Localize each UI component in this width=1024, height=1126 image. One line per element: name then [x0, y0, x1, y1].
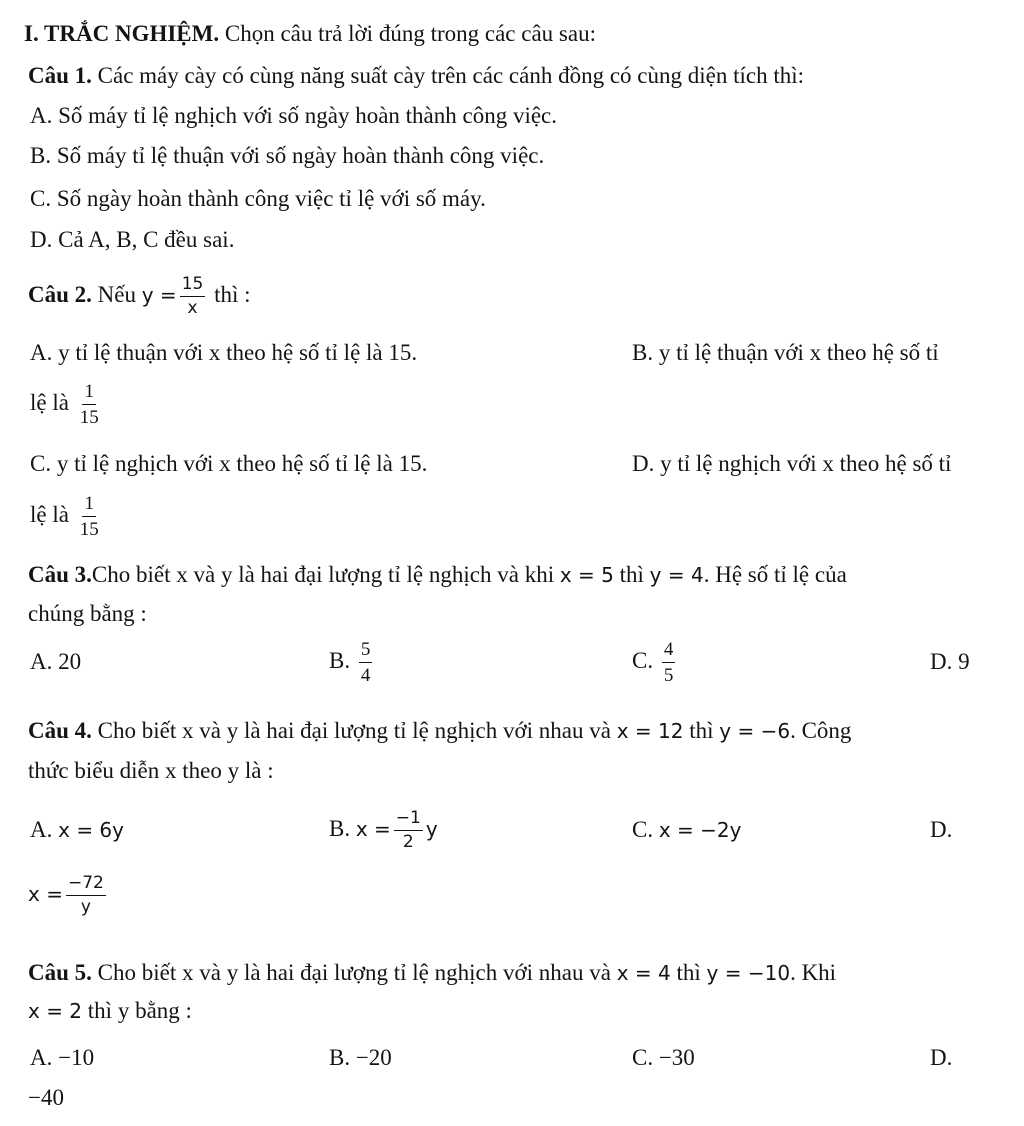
q4-option-d-lhs: x = [28, 882, 63, 906]
question-1 [28, 62, 804, 90]
q5-x-equation: x = 4 [616, 961, 671, 985]
q4-option-b[interactable] [329, 804, 438, 854]
q4-option-c[interactable] [632, 816, 741, 844]
question-5-line2-text: thì y bằng : [87, 998, 192, 1023]
q2-option-c[interactable]: C. y tỉ lệ nghịch với x theo hệ số tỉ lệ là 15. [30, 451, 428, 476]
q2-option-d-numerator: 1 [82, 494, 96, 517]
q1-option-b[interactable]: B. Số máy tỉ lệ thuận với số ngày hoàn thành công việc. [30, 143, 545, 168]
q2-fraction [180, 276, 206, 317]
q4-option-b-fraction [394, 810, 423, 851]
q2-option-d-denominator: 15 [79, 519, 99, 541]
q4-option-d-fraction [66, 875, 106, 916]
q2-equation-lhs: y = [141, 283, 177, 307]
question-3-text: Cho biết x và y là hai đại lượng tỉ lệ nghịch và khi [91, 562, 555, 587]
question-4-text: Cho biết x và y là hai đại lượng tỉ lệ nghịch với nhau và [91, 718, 611, 743]
q5-x2-equation: x = 2 [28, 999, 83, 1023]
q5-option-c[interactable]: C. −30 [632, 1045, 695, 1070]
q4-option-b-denominator: 2 [402, 832, 414, 853]
question-4-line2: thức biểu diễn x theo y là : [28, 758, 274, 783]
question-3-label: Câu 3. [28, 562, 92, 587]
question-2-text: Nếu [91, 282, 136, 307]
q3-y-equation: y = 4 [649, 563, 704, 587]
q4-option-b-label: B. [329, 816, 351, 841]
question-5-text-end: . Khi [790, 960, 837, 985]
question-3-text-end: . Hệ số tỉ lệ của [703, 562, 847, 587]
q3-option-c-numerator: 4 [662, 640, 676, 663]
q3-mid-text: thì [619, 562, 644, 587]
q2-option-b-line2: lệ là [30, 390, 69, 415]
question-4-text-end: . Công [790, 718, 852, 743]
q3-option-b-numerator: 5 [359, 640, 373, 663]
q3-x-equation: x = 5 [559, 563, 614, 587]
question-2-label: Câu 2. [28, 282, 92, 307]
q2-option-b-fraction [78, 382, 101, 427]
q2-option-b-continued[interactable] [30, 378, 104, 428]
q4-option-d[interactable]: D. [930, 817, 953, 842]
section-instruction: Chọn câu trả lời đúng trong các câu sau: [219, 21, 596, 46]
q4-option-d-continued[interactable] [28, 864, 109, 924]
q3-option-c[interactable] [632, 636, 678, 686]
q5-option-a[interactable]: A. −10 [30, 1045, 95, 1070]
q5-option-d[interactable]: D. [930, 1045, 953, 1070]
section-heading [24, 20, 596, 48]
q4-option-a-expression: x = 6y [58, 818, 124, 842]
q3-option-d[interactable]: D. 9 [930, 649, 970, 674]
question-5-line2 [28, 997, 192, 1025]
q2-option-b-numerator: 1 [82, 382, 96, 405]
question-5 [28, 959, 836, 987]
q3-option-c-label: C. [632, 648, 654, 673]
q4-mid-text: thì [689, 718, 714, 743]
q4-option-b-numerator: −1 [394, 810, 423, 831]
q4-option-b-lhs: x = [355, 817, 391, 841]
q2-option-b[interactable]: B. y tỉ lệ thuận với x theo hệ số tỉ [632, 340, 939, 365]
question-1-text: Các máy cày có cùng năng suất cày trên các cánh đồng có cùng diện tích thì: [91, 63, 804, 88]
q5-mid-text: thì [676, 960, 701, 985]
question-3 [28, 561, 847, 589]
question-5-label: Câu 5. [28, 960, 92, 985]
q2-option-b-denominator: 15 [79, 407, 99, 429]
q2-fraction-denominator: x [187, 298, 198, 319]
q1-option-a[interactable]: A. Số máy tỉ lệ nghịch với số ngày hoàn thành công việc. [30, 103, 558, 128]
q2-option-a[interactable]: A. y tỉ lệ thuận với x theo hệ số tỉ lệ là 15. [30, 340, 418, 365]
question-2 [28, 270, 251, 320]
q2-option-d-line2: lệ là [30, 502, 69, 527]
q4-option-d-numerator: −72 [66, 875, 106, 896]
q2-option-d-fraction [78, 494, 101, 539]
q2-fraction-numerator: 15 [180, 276, 206, 297]
question-4 [28, 717, 851, 745]
q4-option-a[interactable] [30, 816, 124, 844]
q3-option-b-label: B. [329, 648, 351, 673]
q3-option-b-fraction [359, 640, 373, 685]
q4-option-a-label: A. [30, 817, 53, 842]
question-3-line2: chúng bằng : [28, 601, 147, 626]
q4-option-b-rhs: y [425, 817, 438, 841]
q3-option-a[interactable]: A. 20 [30, 649, 82, 674]
q1-option-d[interactable]: D. Cả A, B, C đều sai. [30, 227, 235, 252]
question-5-text: Cho biết x và y là hai đại lượng tỉ lệ nghịch với nhau và [91, 960, 611, 985]
question-4-label: Câu 4. [28, 718, 92, 743]
q3-option-c-denominator: 5 [663, 665, 674, 687]
q4-y-equation: y = −6 [719, 719, 791, 743]
q1-option-c[interactable]: C. Số ngày hoàn thành công việc tỉ lệ với số máy. [30, 186, 486, 211]
q3-option-b[interactable] [329, 636, 375, 686]
q4-option-c-expression: x = −2y [658, 818, 742, 842]
section-label: I. TRẮC NGHIỆM. [24, 21, 220, 46]
q5-option-b[interactable]: B. −20 [329, 1045, 392, 1070]
q3-option-c-fraction [662, 640, 676, 685]
q4-x-equation: x = 12 [616, 719, 684, 743]
q2-option-d[interactable]: D. y tỉ lệ nghịch với x theo hệ số tỉ [632, 451, 952, 476]
question-1-label: Câu 1. [28, 63, 92, 88]
q5-y-equation: y = −10 [706, 961, 791, 985]
q4-option-c-label: C. [632, 817, 654, 842]
question-2-text-after: thì : [214, 282, 251, 307]
q5-option-d-value[interactable]: −40 [28, 1085, 64, 1110]
q3-option-b-denominator: 4 [360, 665, 371, 687]
q4-option-d-denominator: y [80, 897, 91, 918]
q2-option-d-continued[interactable] [30, 490, 104, 540]
